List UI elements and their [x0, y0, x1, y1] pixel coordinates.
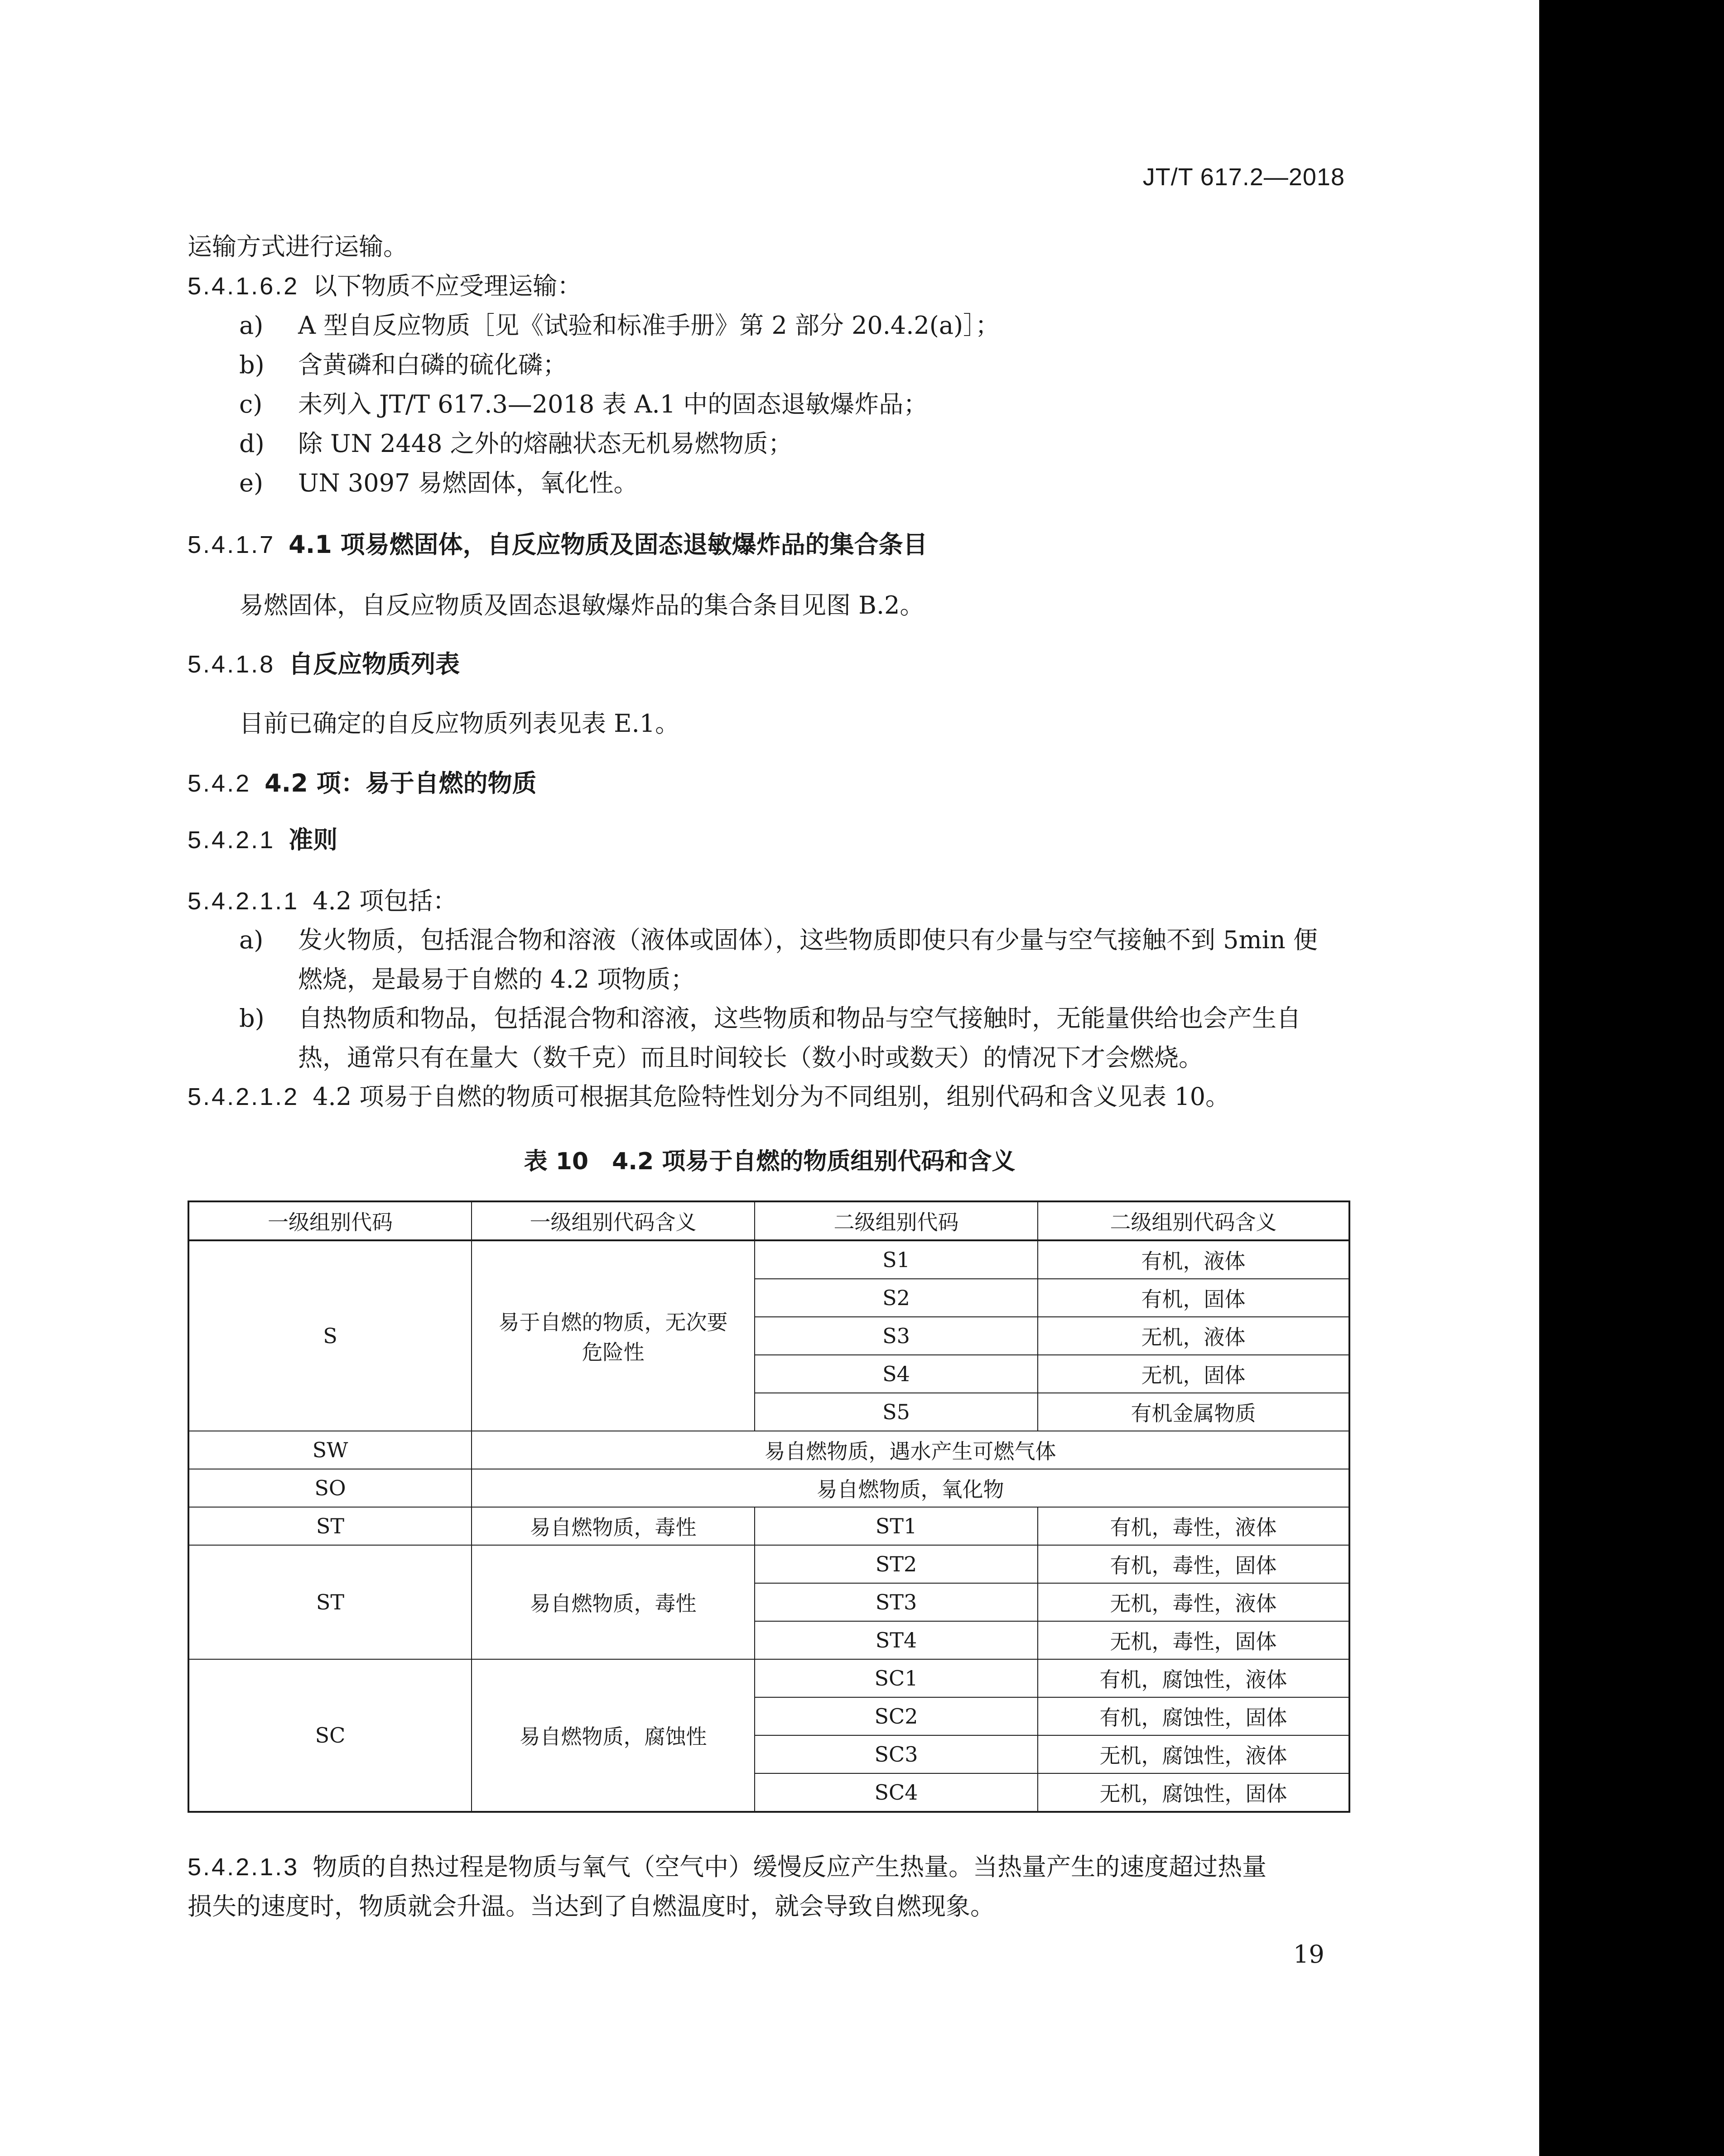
clause-5-4-2-1-1 — [188, 886, 457, 916]
secondary-meaning-cell: 无机，腐蚀性，固体 — [1038, 1773, 1349, 1812]
clause-5-4-1-7-heading — [188, 530, 928, 560]
clause-title: 准则 — [289, 826, 338, 854]
table-row — [188, 1469, 1349, 1507]
header-secondary-meaning: 二级组别代码含义 — [1038, 1201, 1349, 1240]
list-marker: a) — [239, 311, 264, 340]
secondary-meaning-cell: 有机，毒性，固体 — [1038, 1545, 1349, 1583]
secondary-code-cell: ST3 — [755, 1583, 1038, 1621]
list-item — [239, 1004, 1301, 1033]
secondary-meaning-cell: 有机，液体 — [1038, 1240, 1349, 1279]
secondary-meaning-cell: 无机，毒性，固体 — [1038, 1621, 1349, 1659]
list-item — [239, 311, 1000, 341]
clause-5-4-1-6-2 — [188, 271, 582, 301]
black-margin-band — [1539, 0, 1724, 2156]
list-item — [239, 925, 1318, 955]
secondary-code-cell: SC2 — [755, 1697, 1038, 1735]
list-text: 发火物质，包括混合物和溶液（液体或固体），这些物质即使只有少量与空气接触不到 5min 便 — [298, 926, 1318, 954]
secondary-code-cell: S3 — [755, 1317, 1038, 1355]
table-row — [188, 1431, 1349, 1469]
secondary-meaning-cell: 有机，腐蚀性，液体 — [1038, 1659, 1349, 1697]
header-primary-meaning: 一级组别代码含义 — [472, 1201, 755, 1240]
primary-meaning-line: 危险性 — [582, 1340, 645, 1364]
header-secondary-code: 二级组别代码 — [755, 1201, 1038, 1240]
table-header-row — [188, 1201, 1349, 1240]
clause-5-4-2-1-heading — [188, 825, 337, 855]
list-marker: b) — [239, 351, 265, 379]
merged-meaning-cell: 易自燃物质，遇水产生可燃气体 — [472, 1431, 1349, 1469]
list-text: 未列入 JT/T 617.3—2018 表 A.1 中的固态退敏爆炸品； — [298, 390, 928, 418]
secondary-meaning-cell: 无机，毒性，液体 — [1038, 1583, 1349, 1621]
list-text: 除 UN 2448 之外的熔融状态无机易燃物质； — [298, 429, 793, 458]
secondary-meaning-cell: 无机，液体 — [1038, 1317, 1349, 1355]
list-marker: e) — [239, 469, 264, 497]
clause-number: 5.4.1.8 — [188, 651, 275, 678]
list-marker: c) — [239, 390, 263, 418]
primary-code-cell: SC — [188, 1659, 472, 1812]
table-caption: 表 10 4.2 项易于自燃的物质组别代码和含义 — [524, 1148, 1016, 1175]
list-marker: b) — [239, 1004, 265, 1032]
secondary-code-cell: SC3 — [755, 1735, 1038, 1773]
table-row — [188, 1240, 1349, 1279]
clause-5-4-1-8-heading — [188, 649, 460, 679]
secondary-meaning-cell: 有机，固体 — [1038, 1279, 1349, 1317]
list-marker: a) — [239, 926, 264, 954]
clause-text: 物质的自热过程是物质与氧气（空气中）缓慢反应产生热量。当热量产生的速度超过热量 — [313, 1853, 1267, 1881]
standard-code-header: JT/T 617.2—2018 — [1142, 163, 1345, 191]
list-item-continuation: 燃烧，是最易于自燃的 4.2 项物质； — [298, 965, 695, 994]
list-text: 自热物质和物品，包括混合物和溶液，这些物质和物品与空气接触时，无能量供给也会产生自 — [298, 1004, 1301, 1032]
secondary-meaning-cell: 有机，腐蚀性，固体 — [1038, 1697, 1349, 1735]
primary-code-cell: ST — [188, 1545, 472, 1659]
clause-5-4-2-heading — [188, 768, 537, 798]
table-row — [188, 1545, 1349, 1583]
clause-5-4-2-1-3 — [188, 1852, 1267, 1882]
list-text: A 型自反应物质［见《试验和标准手册》第 2 部分 20.4.2(a)］； — [298, 311, 1000, 340]
clause-title: 4.2 项：易于自燃的物质 — [265, 769, 537, 797]
clause-text: 4.2 项易于自燃的物质可根据其危险特性划分为不同组别，组别代码和含义见表 10。 — [313, 1082, 1230, 1111]
secondary-code-cell: SC4 — [755, 1773, 1038, 1812]
secondary-code-cell: S2 — [755, 1279, 1038, 1317]
primary-code-cell: SW — [188, 1431, 472, 1469]
secondary-code-cell: S4 — [755, 1355, 1038, 1393]
table-row — [188, 1507, 1349, 1545]
secondary-meaning-cell: 无机，腐蚀性，液体 — [1038, 1735, 1349, 1773]
secondary-code-cell: ST4 — [755, 1621, 1038, 1659]
primary-meaning-cell — [472, 1240, 755, 1431]
list-marker: d) — [239, 429, 265, 458]
clause-title: 4.1 项易燃固体，自反应物质及固态退敏爆炸品的集合条目 — [289, 530, 928, 559]
table-row — [188, 1659, 1349, 1697]
secondary-code-cell: S5 — [755, 1393, 1038, 1431]
secondary-meaning-cell: 无机，固体 — [1038, 1355, 1349, 1393]
clause-continuation: 损失的速度时，物质就会升温。当达到了自燃温度时，就会导致自燃现象。 — [188, 1892, 995, 1921]
clause-text: 4.2 项包括： — [313, 887, 457, 915]
clause-number: 5.4.2.1 — [188, 826, 275, 854]
primary-meaning-line: 易于自燃的物质，无次要 — [498, 1310, 728, 1335]
secondary-code-cell: ST2 — [755, 1545, 1038, 1583]
primary-meaning-cell: 易自燃物质，毒性 — [472, 1507, 755, 1545]
list-item — [239, 429, 793, 459]
secondary-meaning-cell: 有机金属物质 — [1038, 1393, 1349, 1431]
secondary-code-cell: ST1 — [755, 1507, 1038, 1545]
secondary-meaning-cell: 有机，毒性，液体 — [1038, 1507, 1349, 1545]
list-text: 含黄磷和白磷的硫化磷； — [298, 351, 567, 379]
paragraph-5-4-1-7: 易燃固体，自反应物质及固态退敏爆炸品的集合条目见图 B.2。 — [239, 591, 925, 619]
list-item — [239, 468, 638, 498]
clause-number: 5.4.2.1.1 — [188, 888, 299, 915]
secondary-code-cell: SC1 — [755, 1659, 1038, 1697]
header-primary-code: 一级组别代码 — [188, 1201, 472, 1240]
paragraph-5-4-1-8: 目前已确定的自反应物质列表见表 E.1。 — [239, 709, 680, 738]
clause-number: 5.4.1.6.2 — [188, 273, 299, 300]
group-code-table — [188, 1200, 1350, 1813]
list-item-continuation: 热，通常只有在量大（数千克）而且时间较长（数小时或数天）的情况下才会燃烧。 — [298, 1043, 1203, 1072]
clause-number: 5.4.2.1.3 — [188, 1853, 299, 1881]
continuation-line: 运输方式进行运输。 — [188, 232, 408, 261]
primary-code-cell: S — [188, 1240, 472, 1431]
list-item — [239, 389, 928, 419]
clause-number: 5.4.1.7 — [188, 531, 275, 558]
list-item — [239, 350, 567, 380]
secondary-code-cell: S1 — [755, 1240, 1038, 1279]
clause-5-4-2-1-2 — [188, 1082, 1230, 1112]
clause-title: 自反应物质列表 — [289, 650, 460, 678]
primary-code-cell: SO — [188, 1469, 472, 1507]
primary-meaning-cell: 易自燃物质，毒性 — [472, 1545, 755, 1659]
list-text: UN 3097 易燃固体，氧化性。 — [298, 469, 638, 497]
clause-text: 以下物质不应受理运输： — [313, 272, 582, 300]
page-number: 19 — [1293, 1940, 1324, 1969]
clause-number: 5.4.2.1.2 — [188, 1083, 299, 1110]
clause-number: 5.4.2 — [188, 770, 251, 797]
merged-meaning-cell: 易自燃物质，氧化物 — [472, 1469, 1349, 1507]
primary-meaning-cell: 易自燃物质，腐蚀性 — [472, 1659, 755, 1812]
primary-code-cell: ST — [188, 1507, 472, 1545]
